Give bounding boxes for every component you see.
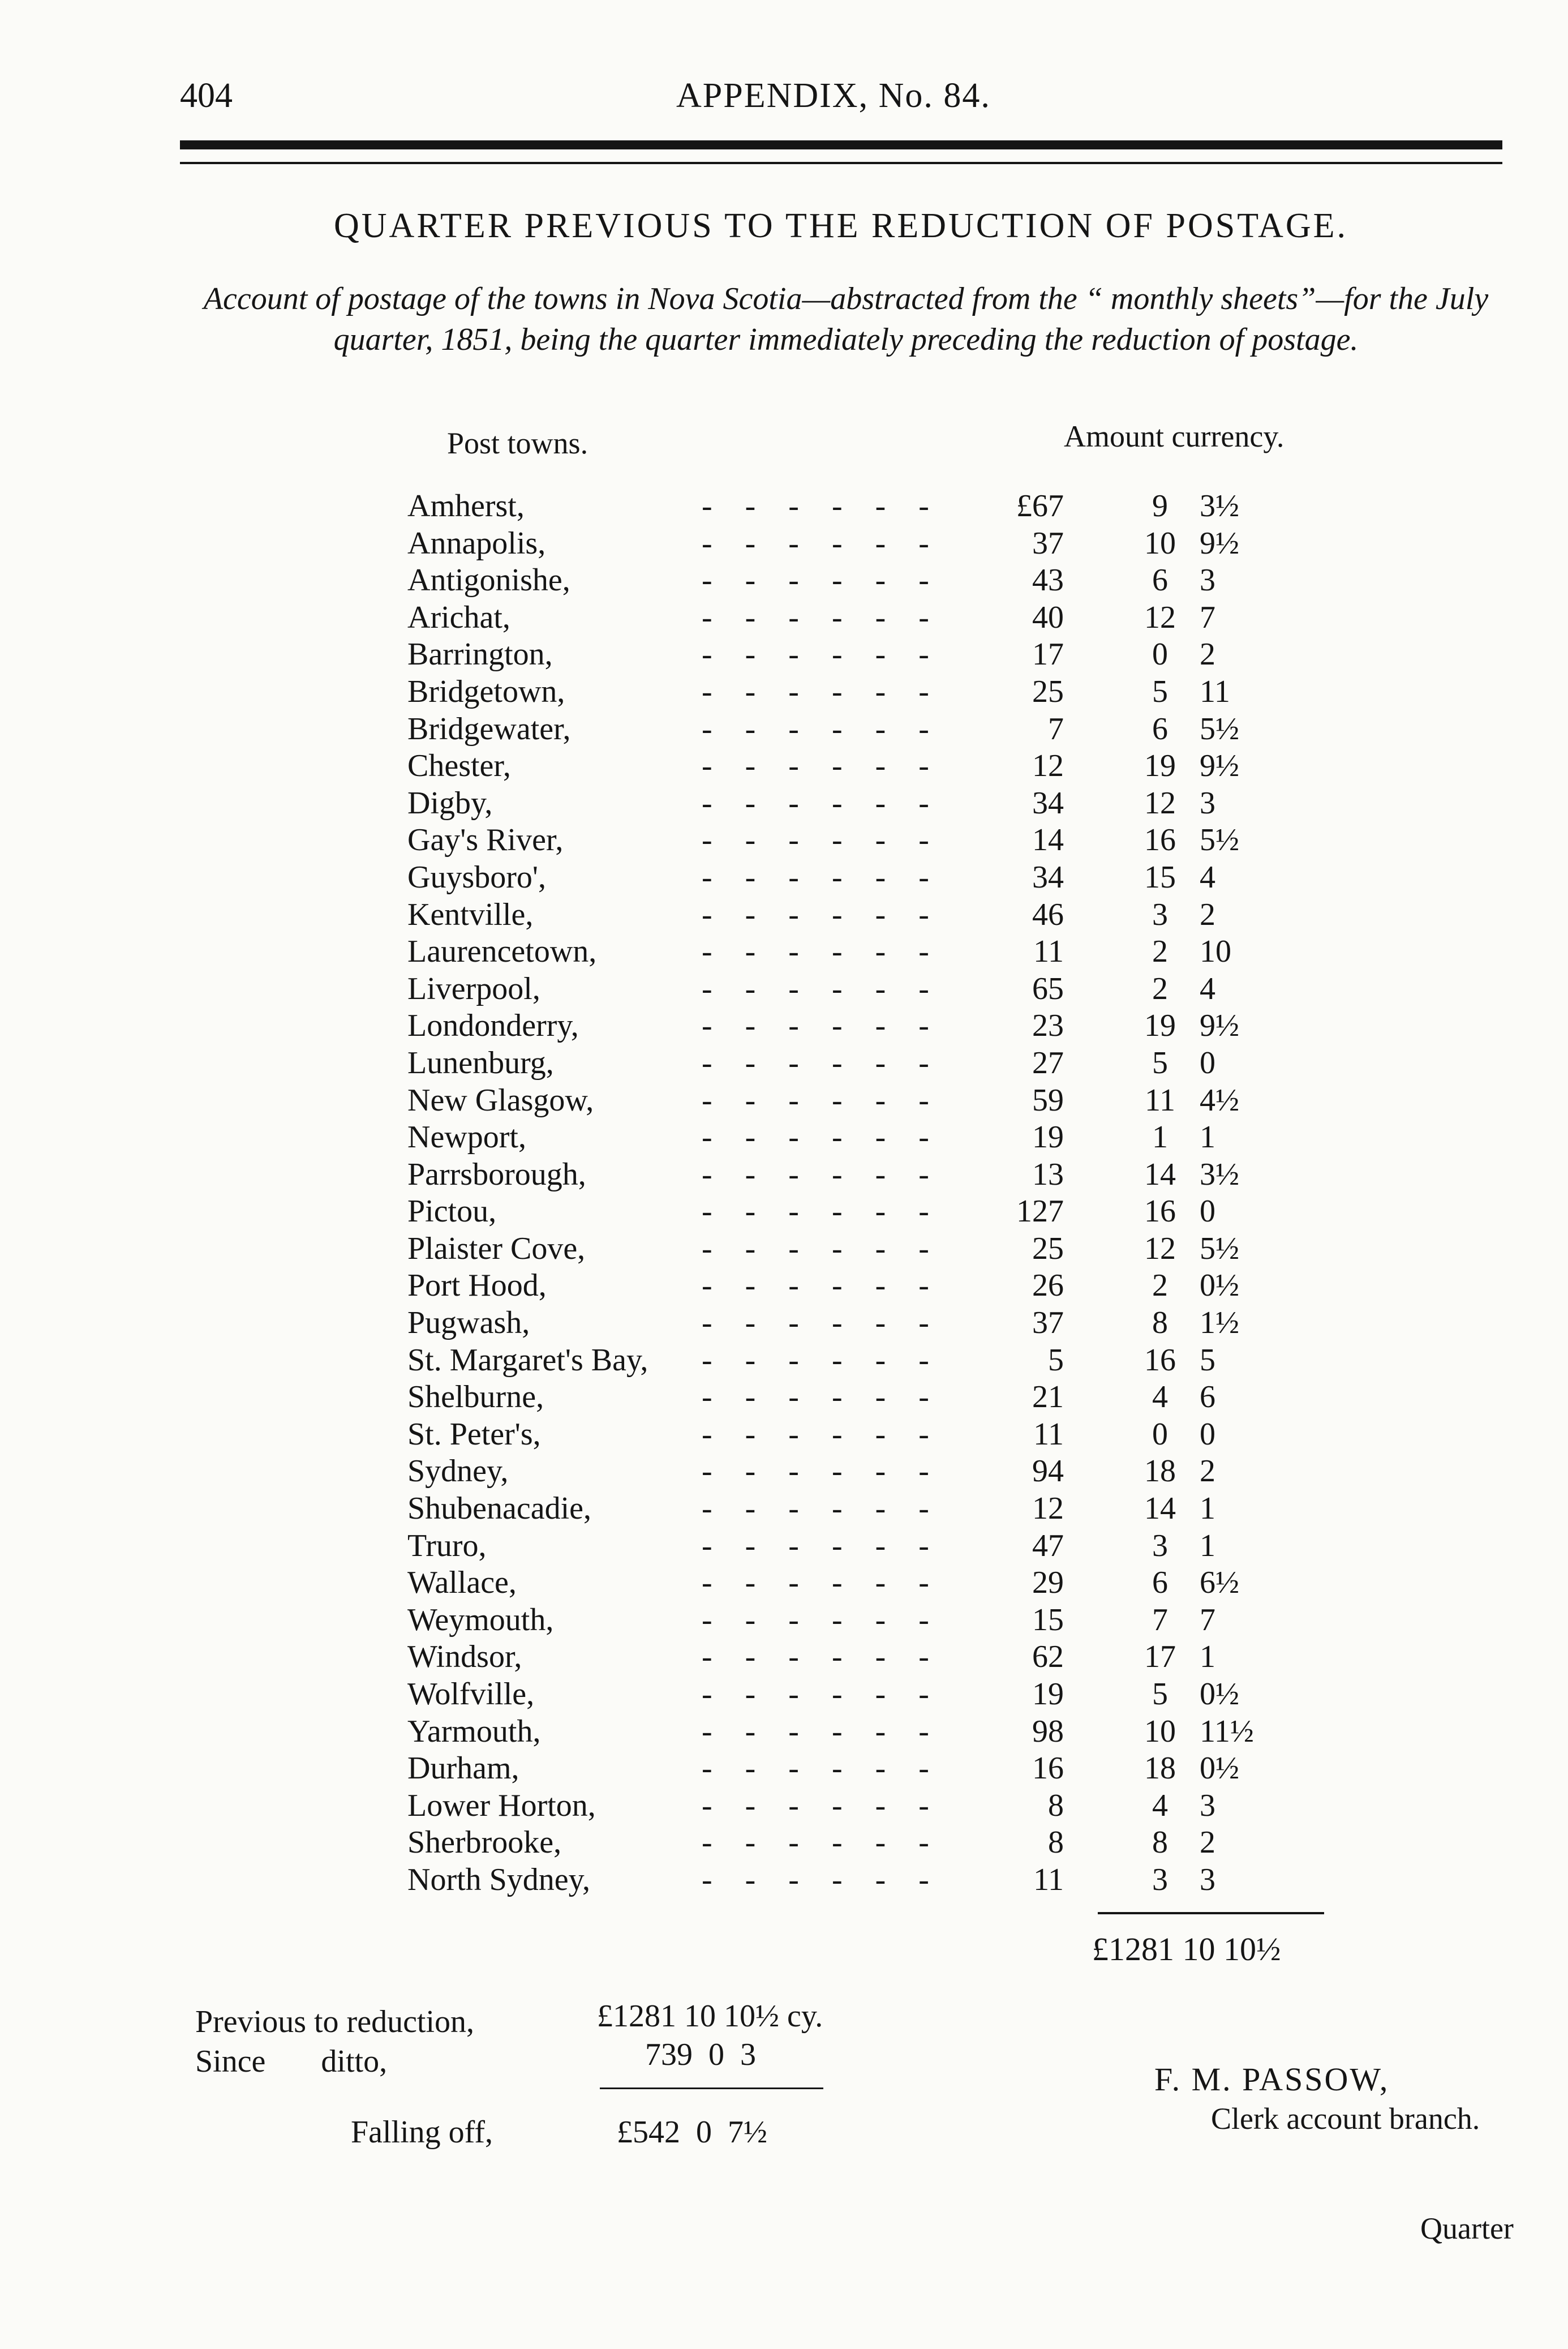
amount-pence: 3	[1200, 1788, 1215, 1823]
town-name: Chester,	[407, 748, 511, 784]
amount-pounds: 34	[1032, 785, 1064, 821]
dot-leaders: - - - - - -	[702, 1082, 942, 1118]
table-row	[407, 525, 1330, 563]
section-title: QUARTER PREVIOUS TO THE REDUCTION OF POSTAGE.	[334, 207, 1348, 245]
amount-shillings: 18	[1144, 1454, 1176, 1489]
amount-pounds: 7	[1048, 711, 1064, 747]
header-rule-thin	[180, 162, 1502, 164]
amount-pence: 0½	[1200, 1751, 1239, 1786]
amount-pounds: 12	[1032, 748, 1064, 784]
dot-leaders: - - - - - -	[702, 971, 942, 1006]
summary-since-value: 739 0 3	[645, 2037, 756, 2072]
dot-leaders: - - - - - -	[702, 637, 942, 672]
table-row	[407, 1193, 1330, 1231]
table-row	[407, 785, 1330, 822]
grand-total: £1281 10 10½	[1092, 1931, 1281, 1967]
dot-leaders: - - - - - -	[702, 1008, 942, 1044]
amount-shillings: 6	[1152, 1565, 1168, 1601]
dot-leaders: - - - - - -	[702, 934, 942, 970]
amount-pence: 2	[1200, 1454, 1215, 1489]
amount-shillings: 3	[1152, 1528, 1168, 1563]
dot-leaders: - - - - - -	[702, 1268, 942, 1304]
table-row	[407, 971, 1330, 1008]
running-header-title: APPENDIX, No. 84.	[676, 76, 991, 115]
town-name: Pugwash,	[407, 1305, 530, 1341]
amount-pence: 4½	[1200, 1082, 1239, 1118]
summary-since-label: Since ditto,	[195, 2044, 388, 2079]
dot-leaders: - - - - - -	[702, 1305, 942, 1341]
summary-previous-label: Previous to reduction,	[195, 2004, 475, 2039]
amount-pence: 11	[1200, 674, 1230, 709]
town-name: Guysboro',	[407, 859, 546, 895]
amount-pounds: 8	[1048, 1825, 1064, 1861]
table-row	[407, 859, 1330, 897]
amount-shillings: 14	[1144, 1156, 1176, 1192]
dot-leaders: - - - - - -	[702, 1713, 942, 1749]
town-name: Durham,	[407, 1751, 519, 1786]
amount-shillings: 11	[1145, 1082, 1175, 1118]
amount-shillings: 3	[1152, 897, 1168, 932]
town-name: Lower Horton,	[407, 1788, 596, 1823]
dot-leaders: - - - - - -	[702, 563, 942, 598]
table-row	[407, 1528, 1330, 1565]
town-name: Port Hood,	[407, 1268, 547, 1304]
table-row	[407, 1156, 1330, 1194]
amount-pounds: 12	[1032, 1491, 1064, 1527]
town-name: Wallace,	[407, 1565, 517, 1601]
amount-shillings: 4	[1152, 1788, 1168, 1823]
amount-pounds: 11	[1033, 1862, 1064, 1897]
table-row	[407, 1379, 1330, 1416]
amount-shillings: 6	[1152, 711, 1168, 747]
dot-leaders: - - - - - -	[702, 674, 942, 709]
amount-pounds: 13	[1032, 1156, 1064, 1192]
amount-shillings: 8	[1152, 1825, 1168, 1861]
amount-shillings: 19	[1144, 748, 1176, 784]
dot-leaders: - - - - - -	[702, 1045, 942, 1081]
amount-pounds: 40	[1032, 599, 1064, 635]
dot-leaders: - - - - - -	[702, 1751, 942, 1786]
table-row	[407, 1750, 1330, 1788]
column-header-amount-currency: Amount currency.	[1064, 419, 1285, 453]
town-name: Digby,	[407, 785, 493, 821]
table-row	[407, 822, 1330, 859]
signatory-name: F. M. PASSOW,	[1154, 2061, 1390, 2098]
amount-pounds: 21	[1032, 1379, 1064, 1415]
dot-leaders: - - - - - -	[702, 1491, 942, 1527]
amount-pence: 0	[1200, 1045, 1215, 1081]
amount-pounds: 11	[1033, 934, 1064, 970]
town-name: Shubenacadie,	[407, 1491, 591, 1527]
amount-shillings: 12	[1144, 1231, 1176, 1266]
amount-pence: 7	[1200, 1602, 1215, 1638]
amount-pounds: 47	[1032, 1528, 1064, 1563]
amount-pounds: 19	[1032, 1120, 1064, 1155]
table-row	[407, 1267, 1330, 1305]
amount-shillings: 10	[1144, 525, 1176, 561]
town-name: St. Margaret's Bay,	[407, 1342, 648, 1378]
amount-shillings: 4	[1152, 1379, 1168, 1415]
town-name: Annapolis,	[407, 525, 546, 561]
dot-leaders: - - - - - -	[702, 859, 942, 895]
amount-shillings: 16	[1144, 1194, 1176, 1229]
summary-previous-value: £1281 10 10½ cy.	[597, 1999, 823, 2034]
dot-leaders: - - - - - -	[702, 1156, 942, 1192]
amount-shillings: 1	[1152, 1120, 1168, 1155]
amount-pence: 6½	[1200, 1565, 1239, 1601]
town-name: Windsor,	[407, 1639, 522, 1675]
table-row	[407, 1045, 1330, 1082]
dot-leaders: - - - - - -	[702, 1342, 942, 1378]
amount-pounds: 43	[1032, 563, 1064, 598]
amount-pence: 0½	[1200, 1268, 1239, 1304]
town-name: Arichat,	[407, 599, 510, 635]
amount-pounds: 8	[1048, 1788, 1064, 1823]
town-name: Weymouth,	[407, 1602, 554, 1638]
amount-shillings: 3	[1152, 1862, 1168, 1897]
dot-leaders: - - - - - -	[702, 488, 942, 524]
town-name: New Glasgow,	[407, 1082, 594, 1118]
table-row	[407, 748, 1330, 785]
amount-pence: 2	[1200, 897, 1215, 932]
amount-pence: 0½	[1200, 1677, 1239, 1712]
amount-pounds: 16	[1032, 1751, 1064, 1786]
amount-shillings: 0	[1152, 637, 1168, 672]
table-caption: Account of postage of the towns in Nova Scotia—abstracted from the “ monthly sheets”—for the July quarter, 1851, being the quarter immediately preceding the reduction of postage.	[203, 281, 1489, 357]
amount-pounds: 94	[1032, 1454, 1064, 1489]
catchword: Quarter	[1420, 2211, 1514, 2245]
summary-falling-off-value: £542 0 7½	[617, 2115, 767, 2150]
signatory-title: Clerk account branch.	[1211, 2102, 1480, 2136]
table-row	[407, 933, 1330, 971]
town-name: Gay's River,	[407, 822, 564, 858]
table-row	[407, 1490, 1330, 1528]
amount-pence: 5	[1200, 1342, 1215, 1378]
amount-shillings: 14	[1144, 1491, 1176, 1527]
amount-pounds: 29	[1032, 1565, 1064, 1601]
dot-leaders: - - - - - -	[702, 525, 942, 561]
amount-pounds: 26	[1032, 1268, 1064, 1304]
town-name: Amherst,	[407, 488, 525, 524]
amount-shillings: 17	[1144, 1639, 1176, 1675]
amount-shillings: 12	[1144, 599, 1176, 635]
town-name: Sydney,	[407, 1454, 509, 1489]
amount-pence: 5½	[1200, 711, 1239, 747]
dot-leaders: - - - - - -	[702, 1528, 942, 1563]
amount-pence: 1	[1200, 1639, 1215, 1675]
amount-pounds: 15	[1032, 1602, 1064, 1638]
table-row	[407, 599, 1330, 637]
dot-leaders: - - - - - -	[702, 1231, 942, 1266]
dot-leaders: - - - - - -	[702, 1194, 942, 1229]
town-name: Laurencetown,	[407, 934, 597, 970]
table-row	[407, 1008, 1330, 1045]
amount-pounds: £67	[1016, 488, 1064, 524]
table-row	[407, 674, 1330, 711]
amount-shillings: 16	[1144, 1342, 1176, 1378]
town-name: Wolfville,	[407, 1677, 535, 1712]
dot-leaders: - - - - - -	[702, 1565, 942, 1601]
amount-shillings: 9	[1152, 488, 1168, 524]
dot-leaders: - - - - - -	[702, 1825, 942, 1861]
town-name: Barrington,	[407, 637, 553, 672]
amount-pence: 1	[1200, 1528, 1215, 1563]
amount-shillings: 10	[1144, 1713, 1176, 1749]
town-name: Antigonishe,	[407, 563, 570, 598]
dot-leaders: - - - - - -	[702, 1862, 942, 1897]
amount-shillings: 19	[1144, 1008, 1176, 1044]
amount-pence: 3½	[1200, 488, 1239, 524]
town-name: Pictou,	[407, 1194, 497, 1229]
table-row	[407, 562, 1330, 599]
table-row	[407, 1342, 1330, 1379]
summary-falling-off-label: Falling off,	[351, 2115, 493, 2150]
table-row	[407, 1713, 1330, 1751]
amount-pence: 3	[1200, 785, 1215, 821]
amount-pence: 4	[1200, 859, 1215, 895]
dot-leaders: - - - - - -	[702, 1639, 942, 1675]
amount-shillings: 2	[1152, 971, 1168, 1006]
amount-pounds: 46	[1032, 897, 1064, 932]
amount-pence: 9½	[1200, 748, 1239, 784]
dot-leaders: - - - - - -	[702, 785, 942, 821]
town-name: Lunenburg,	[407, 1045, 554, 1081]
amount-pounds: 34	[1032, 859, 1064, 895]
town-name: North Sydney,	[407, 1862, 591, 1897]
amount-pounds: 98	[1032, 1713, 1064, 1749]
amount-pounds: 17	[1032, 637, 1064, 672]
amount-pounds: 65	[1032, 971, 1064, 1006]
amount-pounds: 37	[1032, 525, 1064, 561]
town-name: Newport,	[407, 1120, 526, 1155]
amount-pounds: 59	[1032, 1082, 1064, 1118]
town-name: Bridgetown,	[407, 674, 565, 709]
dot-leaders: - - - - - -	[702, 711, 942, 747]
amount-pence: 5½	[1200, 822, 1239, 858]
table-row	[407, 1824, 1330, 1862]
town-name: Liverpool,	[407, 971, 540, 1006]
dot-leaders: - - - - - -	[702, 1416, 942, 1452]
table-row	[407, 1564, 1330, 1602]
amount-pence: 2	[1200, 637, 1215, 672]
amount-pounds: 11	[1033, 1416, 1064, 1452]
column-header-post-towns: Post towns.	[447, 426, 588, 460]
amount-shillings: 2	[1152, 1268, 1168, 1304]
amount-shillings: 15	[1144, 859, 1176, 895]
table-row	[407, 1862, 1330, 1899]
postage-table	[407, 488, 1330, 1899]
amount-pounds: 23	[1032, 1008, 1064, 1044]
amount-pence: 4	[1200, 971, 1215, 1006]
town-name: Kentville,	[407, 897, 534, 932]
town-name: Plaister Cove,	[407, 1231, 586, 1266]
amount-pounds: 127	[1016, 1194, 1064, 1229]
amount-pence: 7	[1200, 599, 1215, 635]
amount-pence: 3	[1200, 1862, 1215, 1897]
table-row	[407, 711, 1330, 748]
amount-pounds: 62	[1032, 1639, 1064, 1675]
amount-shillings: 5	[1152, 674, 1168, 709]
amount-pounds: 25	[1032, 674, 1064, 709]
town-name: St. Peter's,	[407, 1416, 541, 1452]
table-row	[407, 488, 1330, 525]
table-row	[407, 1231, 1330, 1268]
dot-leaders: - - - - - -	[702, 1454, 942, 1489]
amount-pounds: 37	[1032, 1305, 1064, 1341]
dot-leaders: - - - - - -	[702, 599, 942, 635]
table-row	[407, 1788, 1330, 1825]
amount-shillings: 12	[1144, 785, 1176, 821]
amount-pounds: 27	[1032, 1045, 1064, 1081]
table-row	[407, 1305, 1330, 1342]
dot-leaders: - - - - - -	[702, 1677, 942, 1712]
table-row	[407, 1416, 1330, 1454]
amount-shillings: 6	[1152, 563, 1168, 598]
amount-pounds: 25	[1032, 1231, 1064, 1266]
summary-rule	[600, 2087, 823, 2089]
amount-pounds: 14	[1032, 822, 1064, 858]
amount-shillings: 16	[1144, 822, 1176, 858]
table-row	[407, 1602, 1330, 1639]
dot-leaders: - - - - - -	[702, 1379, 942, 1415]
table-row	[407, 1119, 1330, 1156]
dot-leaders: - - - - - -	[702, 748, 942, 784]
dot-leaders: - - - - - -	[702, 822, 942, 858]
page-number: 404	[180, 76, 233, 115]
dot-leaders: - - - - - -	[702, 1602, 942, 1638]
town-name: Shelburne,	[407, 1379, 544, 1415]
amount-shillings: 2	[1152, 934, 1168, 970]
amount-pence: 1	[1200, 1120, 1215, 1155]
table-row	[407, 636, 1330, 674]
amount-pence: 1½	[1200, 1305, 1239, 1341]
amount-pence: 3½	[1200, 1156, 1239, 1192]
total-rule	[1098, 1912, 1324, 1914]
amount-pence: 0	[1200, 1416, 1215, 1452]
town-name: Parrsborough,	[407, 1156, 586, 1192]
amount-shillings: 5	[1152, 1045, 1168, 1081]
amount-pence: 10	[1200, 934, 1231, 970]
header-rule-thick	[180, 140, 1502, 149]
amount-pence: 9½	[1200, 1008, 1239, 1044]
amount-pence: 1	[1200, 1491, 1215, 1527]
amount-shillings: 18	[1144, 1751, 1176, 1786]
amount-pence: 11½	[1200, 1713, 1254, 1749]
amount-shillings: 0	[1152, 1416, 1168, 1452]
amount-pence: 0	[1200, 1194, 1215, 1229]
amount-shillings: 8	[1152, 1305, 1168, 1341]
dot-leaders: - - - - - -	[702, 1788, 942, 1823]
amount-shillings: 7	[1152, 1602, 1168, 1638]
table-row	[407, 897, 1330, 934]
table-row	[407, 1453, 1330, 1490]
amount-pence: 9½	[1200, 525, 1239, 561]
amount-pence: 2	[1200, 1825, 1215, 1861]
town-name: Yarmouth,	[407, 1713, 541, 1749]
dot-leaders: - - - - - -	[702, 1120, 942, 1155]
amount-shillings: 5	[1152, 1677, 1168, 1712]
table-row	[407, 1639, 1330, 1676]
table-row	[407, 1082, 1330, 1120]
town-name: Truro,	[407, 1528, 487, 1563]
amount-pence: 3	[1200, 563, 1215, 598]
town-name: Bridgewater,	[407, 711, 571, 747]
dot-leaders: - - - - - -	[702, 897, 942, 932]
table-row	[407, 1676, 1330, 1713]
amount-pence: 5½	[1200, 1231, 1239, 1266]
town-name: Londonderry,	[407, 1008, 579, 1044]
amount-pounds: 19	[1032, 1677, 1064, 1712]
amount-pence: 6	[1200, 1379, 1215, 1415]
town-name: Sherbrooke,	[407, 1825, 562, 1861]
amount-pounds: 5	[1048, 1342, 1064, 1378]
